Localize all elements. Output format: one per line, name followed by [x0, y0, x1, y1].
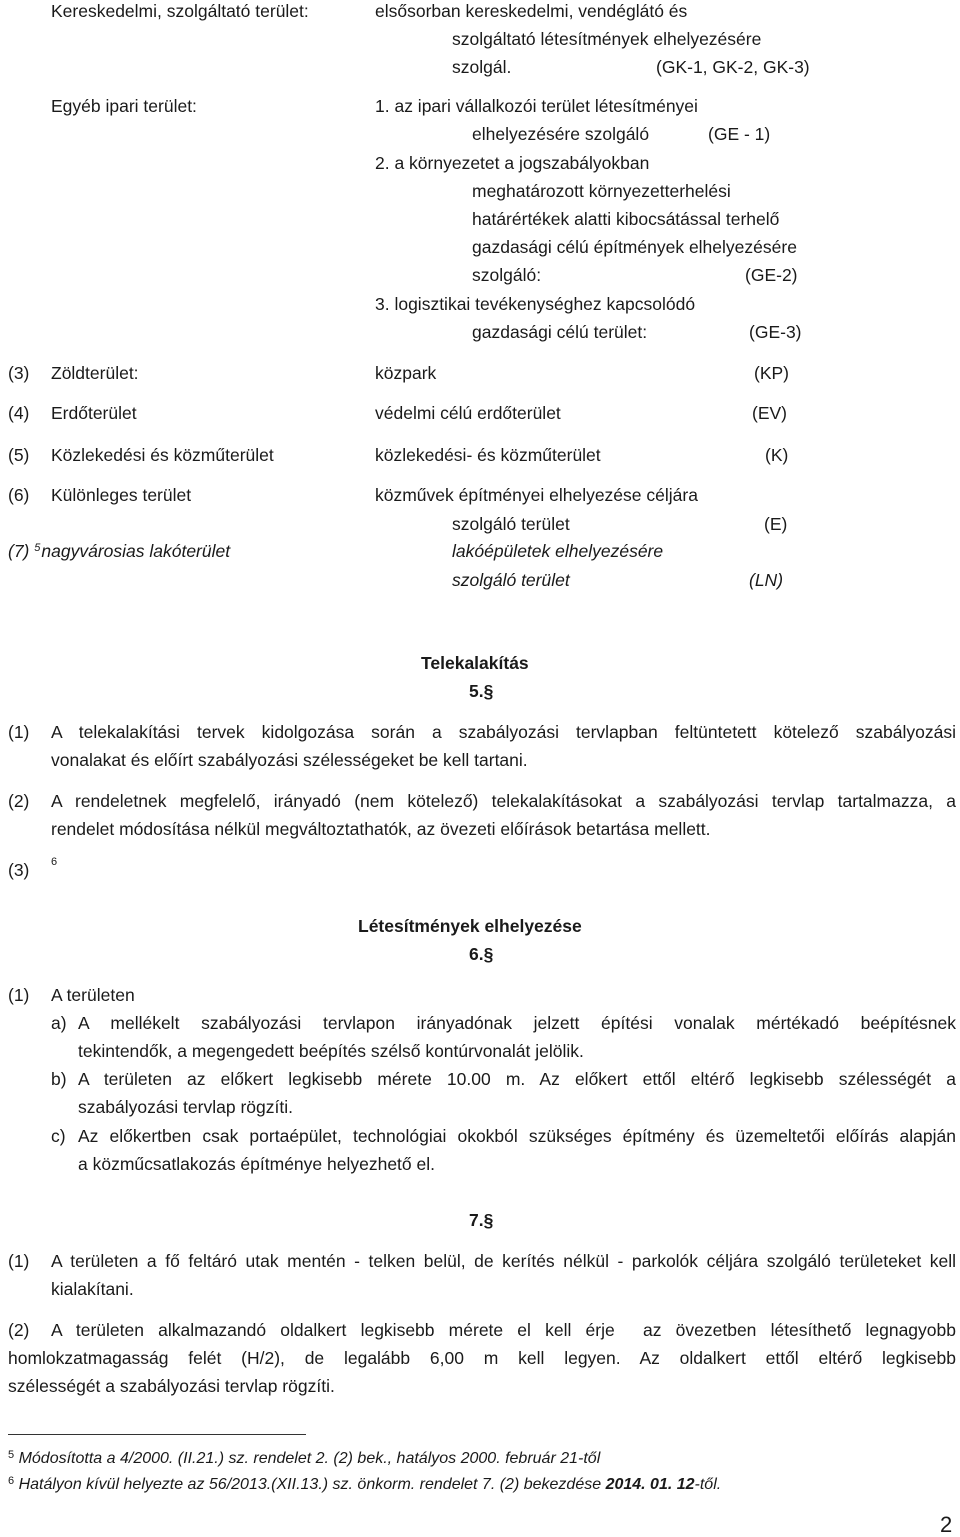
- s6-item-c-letter: c): [51, 1126, 66, 1146]
- zone-egyeb-label: Egyéb ipari terület:: [51, 96, 197, 116]
- zone-nagy-desc2: szolgáló terület: [452, 570, 570, 590]
- zone-row-desc: védelmi célú erdőterület: [375, 403, 561, 423]
- zone-egyeb-item3-code: (GE-3): [749, 322, 802, 342]
- footnote-6: $^6$ Hatályon kívül helyezte az 56/2013.(XII.13.) sz. önkorm. rendelet 7. (2) bekezdése 2014. 01. 12-től.: [8, 1475, 722, 1493]
- zone-kulon-desc1: közművek építményei elhelyezése céljára: [375, 485, 698, 505]
- zone-row-label: Erdőterület: [51, 403, 137, 423]
- s6-p1-text: A területen: [51, 985, 135, 1005]
- zone-row-code: (EV): [752, 403, 787, 423]
- zone-egyeb-item1: 1. az ipari vállalkozói terület létesítményei: [375, 96, 698, 116]
- zone-kulon-number: (6): [8, 485, 30, 505]
- s5-p1-line1: A telekalakítási tervek kidolgozása során a szabályozási tervlapban feltüntetett kötelező szabályozási: [51, 722, 956, 742]
- s5-p1-number: (1): [8, 722, 30, 742]
- zone-row-code: (KP): [754, 363, 789, 383]
- footnote-separator: [8, 1434, 306, 1435]
- zone-row-code: (K): [765, 445, 789, 465]
- footnote-ref-5: 5: [34, 542, 41, 554]
- zone-keresk-label: Kereskedelmi, szolgáltató terület:: [51, 1, 309, 21]
- s7-p1-number: (1): [8, 1251, 30, 1271]
- zone-egyeb-item2-cont2: határértékek alatti kibocsátással terhelő: [472, 209, 780, 229]
- zone-row-label: Zöldterület:: [51, 363, 139, 383]
- s7-p1-line1: A területen a fő feltáró utak mentén - telken belül, de kerítés nélkül - parkolók céljára szolgáló területeket kell: [51, 1251, 956, 1271]
- zone-row-label: Közlekedési és közműterület: [51, 445, 274, 465]
- s5-p2-line1: A rendeletnek megfelelő, irányadó (nem kötelező) telekalakításokat a szabályozási tervlap tartalmazza, a: [51, 791, 956, 811]
- zone-egyeb-item1-code: (GE - 1): [708, 124, 771, 144]
- s7-p2-line3: szélességét a szabályozási tervlap rögzíti.: [8, 1376, 335, 1396]
- s7-p2-line1: A területen alkalmazandó oldalkert legkisebb mérete el kell érje az övezetben létesíthető legnagyobb: [51, 1320, 956, 1340]
- zone-nagy-code: (LN): [749, 570, 784, 590]
- s6-item-c-line1: Az előkertben csak portaépület, technológiai okokból szükséges építmény és üzemeltetői előírás alapján: [78, 1126, 956, 1146]
- s7-p2-line2: homlokzatmagasság felét (H/2), de legalább 6,00 m kell legyen. Az oldalkert ettől eltérő legkisebb: [8, 1348, 956, 1368]
- zone-egyeb-item2-cont3: gazdasági célú építmények elhelyezésére: [472, 237, 797, 257]
- zone-row-desc: közpark: [375, 363, 437, 383]
- footnote-5: $^5$ Módosította a 4/2000. (II.21.) sz. rendelet 2. (2) bek., hatályos 2000. február 21-től: [8, 1449, 601, 1467]
- zone-nagy-desc1: lakóépületek elhelyezésére: [452, 541, 664, 561]
- zone-keresk-line2: szolgáltató létesítmények elhelyezésére: [452, 29, 762, 49]
- footnote-ref-6: 6: [51, 856, 58, 868]
- s6-item-a-letter: a): [51, 1013, 67, 1033]
- s6-item-b-letter: b): [51, 1069, 67, 1089]
- s6-item-c-line2: a közműcsatlakozás építménye helyezhető el.: [78, 1154, 435, 1174]
- section-6-title: Létesítmények elhelyezése: [358, 916, 582, 936]
- zone-kulon-code: (E): [764, 514, 788, 534]
- s6-item-a-line1: A mellékelt szabályozási tervlapon irányadónak jelzett építési vonalak mértékadó beépítésnek: [78, 1013, 956, 1033]
- section-5-number: 5.§: [469, 681, 494, 701]
- zone-egyeb-item2: 2. a környezetet a jogszabályokban: [375, 153, 650, 173]
- section-7-number: 7.§: [469, 1210, 494, 1230]
- s7-p1-line2: kialakítani.: [51, 1279, 134, 1299]
- zone-egyeb-item2-code: (GE-2): [745, 265, 798, 285]
- zone-egyeb-item1-cont: elhelyezésére szolgáló: [472, 124, 650, 144]
- zone-keresk-code: (GK-1, GK-2, GK-3): [656, 57, 810, 77]
- s5-p2-line2: rendelet módosítása nélkül megváltoztathatók, az övezeti előírások betartása mellett.: [51, 819, 711, 839]
- page-number: 2: [940, 1512, 953, 1537]
- zone-kulon-desc2: szolgáló terület: [452, 514, 570, 534]
- s7-p2-number: (2): [8, 1320, 30, 1340]
- zone-keresk-line1: elsősorban kereskedelmi, vendéglátó és: [375, 1, 688, 21]
- s5-p1-line2: vonalakat és előírt szabályozási szélességeket be kell tartani.: [51, 750, 528, 770]
- zone-egyeb-item3-cont: gazdasági célú terület:: [472, 322, 648, 342]
- zone-kulon-label: Különleges terület: [51, 485, 192, 505]
- s5-p2-number: (2): [8, 791, 30, 811]
- zone-egyeb-item2-cont1: meghatározott környezetterhelési: [472, 181, 731, 201]
- zone-egyeb-item3: 3. logisztikai tevékenységhez kapcsolódó: [375, 294, 696, 314]
- zone-egyeb-item2-cont4: szolgáló:: [472, 265, 542, 285]
- zone-nagy-number: (7) $^5$nagyvárosias lakóterület: [8, 541, 231, 561]
- zone-row-number: (3): [8, 363, 30, 383]
- section-6-number: 6.§: [469, 944, 494, 964]
- zone-row-number: (4): [8, 403, 30, 423]
- s6-item-b-line2: szabályozási tervlap rögzíti.: [78, 1097, 293, 1117]
- zone-row-number: (5): [8, 445, 30, 465]
- s6-p1-number: (1): [8, 985, 30, 1005]
- section-5-title: Telekalakítás: [421, 653, 529, 673]
- zone-row-desc: közlekedési- és közműterület: [375, 445, 601, 465]
- s6-item-b-line1: A területen az előkert legkisebb mérete 10.00 m. Az előkert ettől eltérő legkisebb szélességét a: [78, 1069, 956, 1089]
- s6-item-a-line2: tekintendők, a megengedett beépítés szélső kontúrvonalát jelölik.: [78, 1041, 584, 1061]
- s5-p3-number: (3): [8, 860, 30, 880]
- zone-keresk-line3: szolgál.: [452, 57, 512, 77]
